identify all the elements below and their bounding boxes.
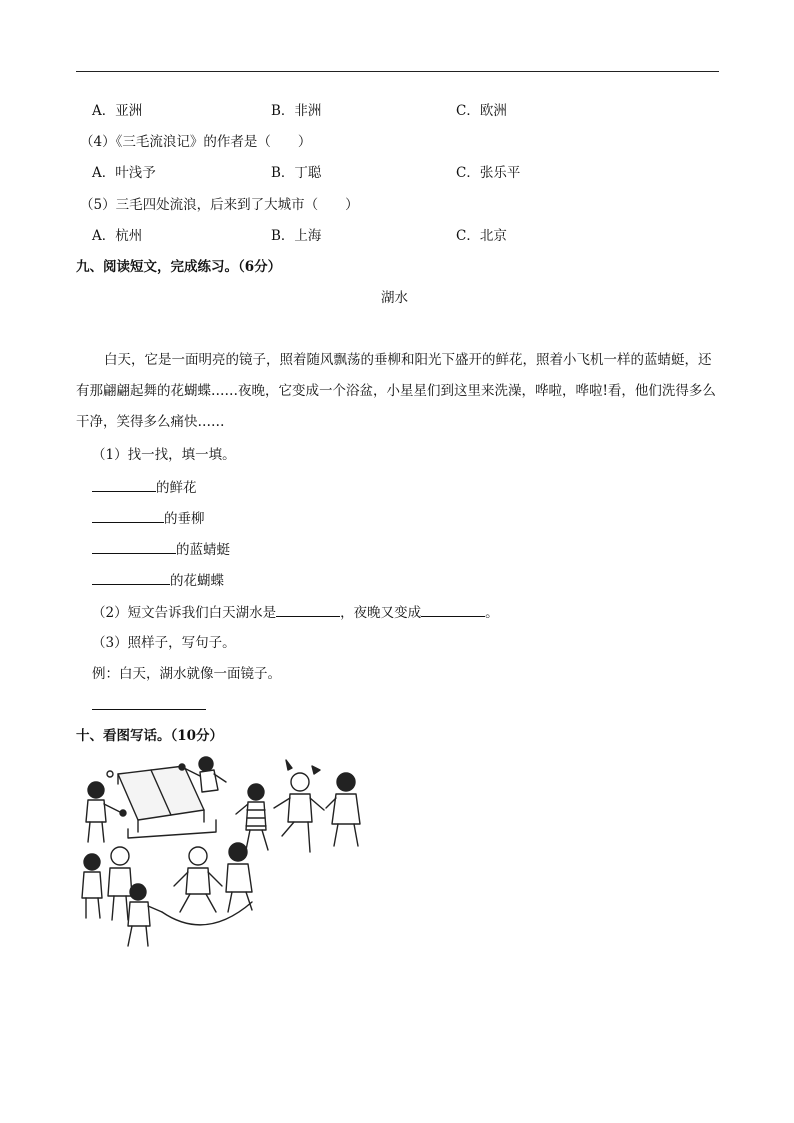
fill-label-3: 的蓝蜻蜓 <box>176 542 230 558</box>
q4-option-b[interactable]: B．丁聪 <box>271 165 322 181</box>
kids-left-group <box>82 847 132 920</box>
fill-row-1 <box>92 477 197 498</box>
example-sentence: 例：白天，湖水就像一面镜子。 <box>92 666 281 682</box>
section10-heading: 十、看图写话。（10分） <box>76 728 224 744</box>
passage-text <box>76 345 721 438</box>
shuttlecock-2 <box>312 766 320 774</box>
girl-right <box>326 773 360 846</box>
passage-body: 白天，它是一面明亮的镜子，照着随风飘荡的垂柳和阳光下盛开的鲜花，照着小飞机一样的蓝蜻蜓，还有那翩翩起舞的花蝴蝶……夜晚，它变成一个浴盆，小星星们到这里来洗澡，哗啦，哗啦!看，他们洗得多么干净，笑得多么痛快…… <box>76 352 716 430</box>
q3-prompt: （3）照样子，写句子。 <box>92 635 236 651</box>
kid-striped-shirt <box>236 784 268 850</box>
kids-playing-illustration <box>76 752 368 954</box>
q2-row <box>92 602 499 623</box>
jump-rope <box>162 902 252 925</box>
section9-heading: 九、阅读短文，完成练习。（6分） <box>76 259 282 275</box>
fill-label-1: 的鲜花 <box>156 480 197 496</box>
q4-option-a[interactable]: A．叶浅予 <box>92 165 156 181</box>
fill-blank-4[interactable] <box>92 570 170 585</box>
shuttlecock-1 <box>286 760 292 770</box>
q3-option-a[interactable]: A．亚洲 <box>92 103 143 119</box>
fill-blank-3[interactable] <box>92 539 176 554</box>
fill-label-2: 的垂柳 <box>164 511 205 527</box>
q4-stem: （4）《三毛流浪记》的作者是（ ） <box>80 134 312 150</box>
q2-blank-night[interactable] <box>421 602 485 617</box>
q1-prompt: （1）找一找，填一填。 <box>92 447 236 463</box>
kid-jumping-2 <box>226 843 252 912</box>
q5-option-a[interactable]: A．杭州 <box>92 228 143 244</box>
fill-row-3 <box>92 539 230 560</box>
kid-kicking <box>274 773 324 852</box>
q3-option-c[interactable]: C．欧洲 <box>456 103 507 119</box>
q3-option-b[interactable]: B．非洲 <box>271 103 322 119</box>
fill-blank-2[interactable] <box>92 508 164 523</box>
ball-shape <box>107 771 113 777</box>
fill-blank-1[interactable] <box>92 477 156 492</box>
passage-title: 湖水 <box>381 290 408 306</box>
kid-jumping-1 <box>174 847 222 912</box>
q2-text-a: （2）短文告诉我们白天湖水是 <box>92 605 277 621</box>
kid-holding-rope <box>128 884 162 946</box>
header-rule <box>76 71 719 72</box>
q2-text-b: ，夜晚又变成 <box>340 605 422 621</box>
fill-row-4 <box>92 570 224 591</box>
q5-option-b[interactable]: B．上海 <box>271 228 322 244</box>
q2-blank-day[interactable] <box>276 602 340 617</box>
q5-stem: （5）三毛四处流浪，后来到了大城市（ ） <box>80 197 359 213</box>
q5-option-c[interactable]: C．北京 <box>456 228 507 244</box>
q2-text-c: 。 <box>485 605 499 621</box>
answer-line[interactable] <box>92 709 206 710</box>
q4-option-c[interactable]: C．张乐平 <box>456 165 521 181</box>
fill-label-4: 的花蝴蝶 <box>170 573 224 589</box>
fill-row-2 <box>92 508 205 529</box>
player-left <box>86 782 126 842</box>
